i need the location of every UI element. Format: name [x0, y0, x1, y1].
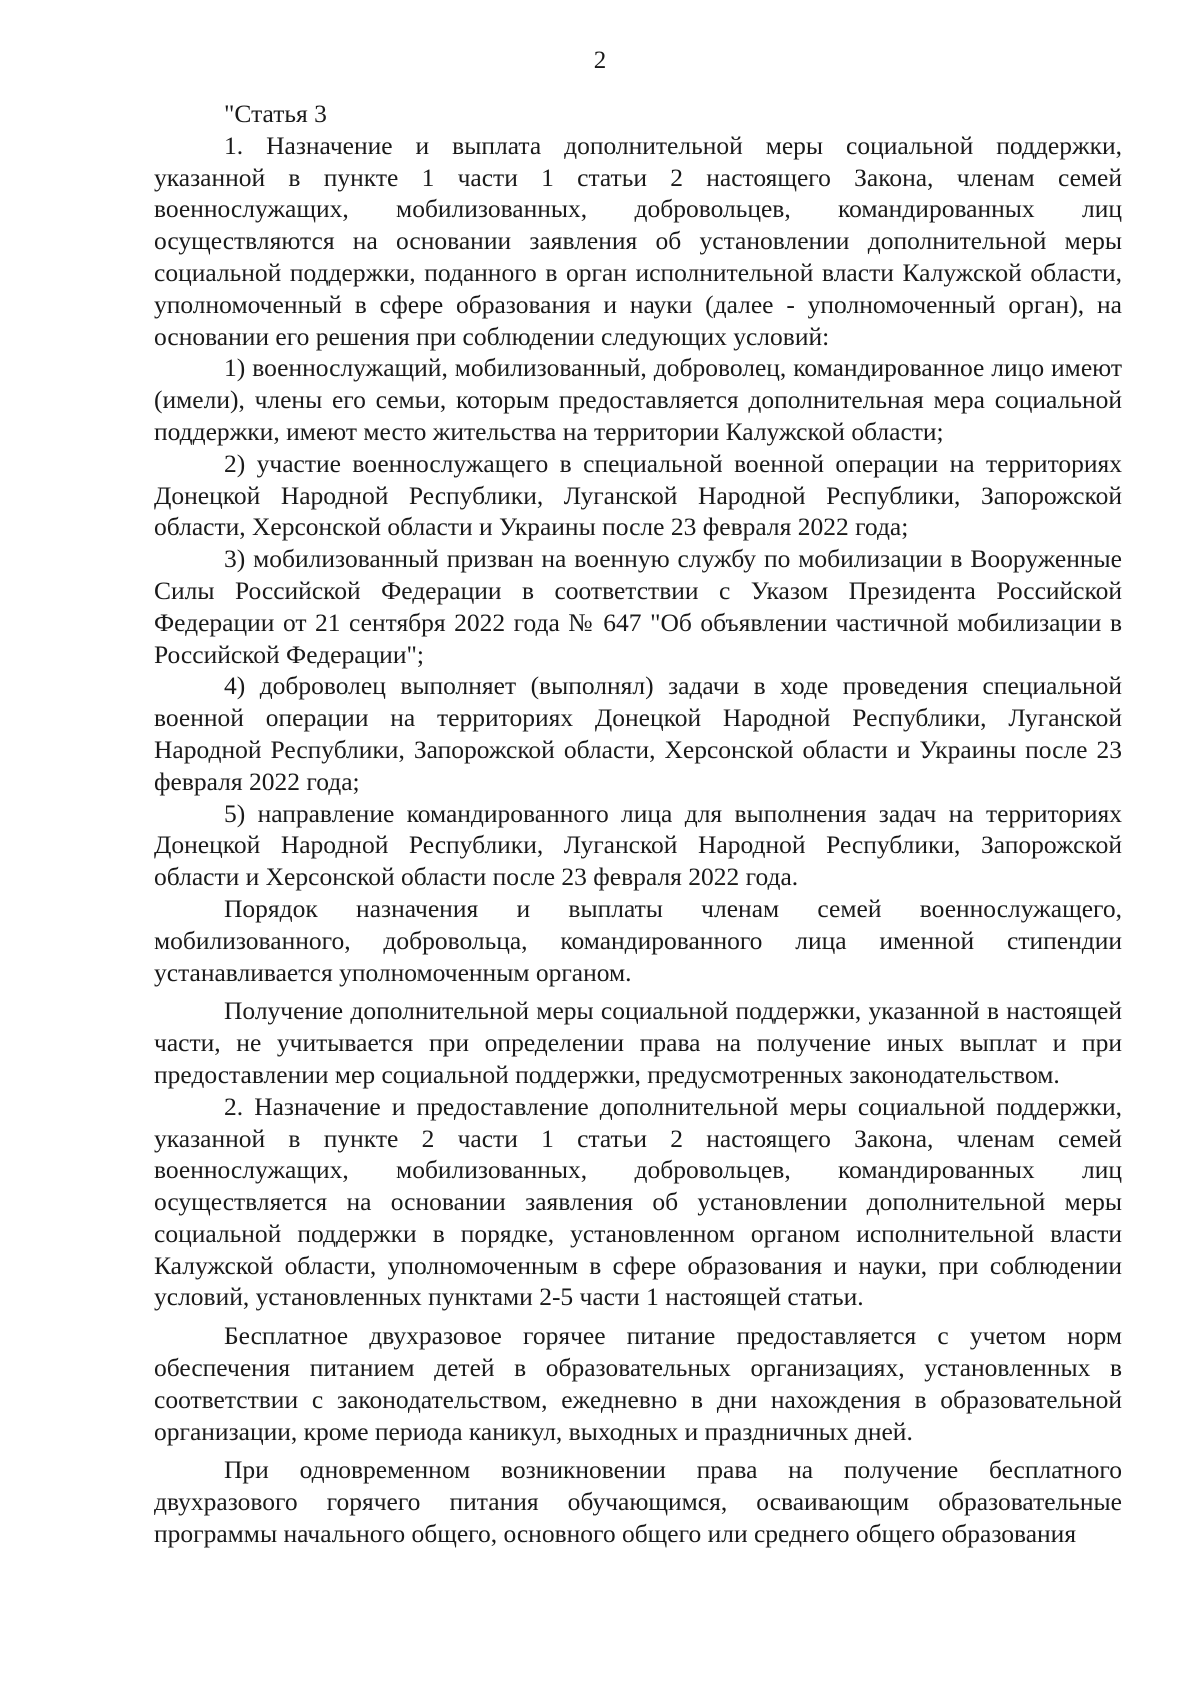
paragraph: 4) доброволец выполняет (выполнял) задачи в ходе проведения специальной военной операции на территориях Донецкой Народной Республики, Луганской Народной Республики, Запорожской области, Херсонской области и Украины после 23 февраля 2022 года; [154, 671, 1122, 796]
paragraph: 1. Назначение и выплата дополнительной меры социальной поддержки, указанной в пункте 1 части 1 статьи 2 настоящего Закона, членам семей военнослужащих, мобилизованных, добровольцев, командированных лиц осуществляются на основании заявления об установлении дополнительной меры социальной поддержки, поданного в орган исполнительной власти Калужской области, уполномоченный в сфере образования и науки (далее - уполномоченный орган), на основании его решения при соблюдении следующих условий: [154, 130, 1122, 351]
article-heading: "Статья 3 [224, 99, 327, 128]
page-number: 2 [593, 47, 607, 74]
paragraph: Получение дополнительной меры социальной поддержки, указанной в настоящей части, не учитывается при определении права на получение иных выплат и при предоставлении мер социальной поддержки, предусмотренных законодательством. [154, 996, 1122, 1089]
paragraph: Бесплатное двухразовое горячее питание предоставляется с учетом норм обеспечения питанием детей в образовательных организациях, установленных в соответствии с законодательством, ежедневно в дни нахождения в образовательной организации, кроме периода каникул, выходных и праздничных дней. [154, 1321, 1122, 1446]
paragraph: При одновременном возникновении права на получение бесплатного двухразового горячего питания обучающимся, осваивающим образовательные программы начального общего, основного общего или среднего общего образования [154, 1455, 1122, 1549]
paragraph: 1) военнослужащий, мобилизованный, доброволец, командированное лицо имеют (имели), члены его семьи, которым предоставляется дополнительная мера социальной поддержки, имеют место жительства на территории Калужской области; [154, 353, 1122, 446]
paragraph: Порядок назначения и выплаты членам семей военнослужащего, мобилизованного, добровольца, командированного лица именной стипендии устанавливается уполномоченным органом. [154, 893, 1122, 987]
paragraph: 2. Назначение и предоставление дополнительной меры социальной поддержки, указанной в пункте 2 части 1 статьи 2 настоящего Закона, членам семей военнослужащих, мобилизованных, добровольцев, командированных лиц осуществляется на основании заявления об установлении дополнительной меры социальной поддержки в порядке, установленном органом исполнительной власти Калужской области, уполномоченным в сфере образования и науки, при соблюдении условий, установленных пунктами 2-5 части 1 настоящей статьи. [154, 1091, 1122, 1312]
paragraph: 3) мобилизованный призван на военную службу по мобилизации в Вооруженные Силы Российской Федерации в соответствии с Указом Президента Российской Федерации от 21 сентября 2022 года № 647 "Об объявлении частичной мобилизации в Российской Федерации"; [154, 544, 1122, 669]
paragraph: 2) участие военнослужащего в специальной военной операции на территориях Донецкой Народной Республики, Луганской Народной Республики, Запорожской области, Херсонской области и Украины после 23 февраля 2022 года; [154, 448, 1122, 542]
document-body-text [154, 98, 1122, 1550]
paragraph: 5) направление командированного лица для выполнения задач на территориях Донецкой Народной Республики, Луганской Народной Республики, Запорожской области и Херсонской области после 23 февраля 2022 года. [154, 798, 1122, 892]
